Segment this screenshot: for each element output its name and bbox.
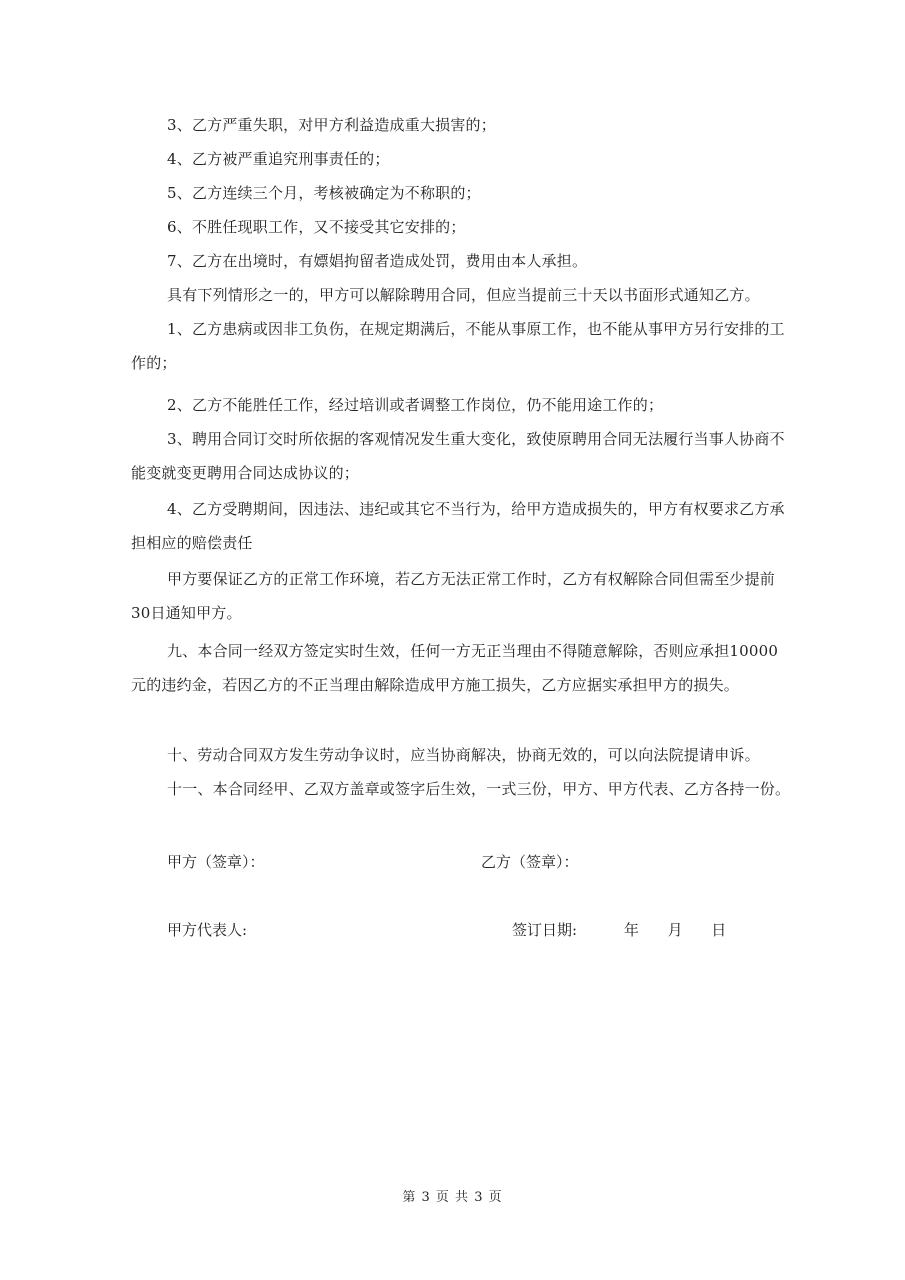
party-b-signature-label: 乙方（签章）： (481, 853, 579, 871)
termination-notice-intro: 具有下列情形之一的，甲方可以解除聘用合同，但应当提前三十天以书面形式通知乙方。 (167, 286, 760, 304)
clause-5-incompetent-assessment: 5、乙方连续三个月，考核被确定为不称职的； (167, 184, 481, 202)
termination-clause-2-incompetent: 2、乙方不能胜任工作，经过培训或者调整工作岗位，仍不能用途工作的； (167, 396, 664, 414)
article-9-effectiveness: 九、本合同一经双方签定实时生效，任何一方无正当理由不得随意解除，否则应承担10000元的违约金，若因乙方的不正当理由解除造成甲方施工损失，乙方应据实承担甲方的损失。 (131, 642, 779, 694)
signing-date-label: 签订日期: (512, 921, 578, 939)
clause-6-not-competent: 6、不胜任现职工作，又不接受其它安排的； (167, 218, 466, 236)
article-10-dispute: 十、劳动合同双方发生劳动争议时，应当协商解决，协商无效的，可以向法院提请申诉。 (167, 746, 760, 764)
clause-3-serious-dereliction: 3、乙方严重失职，对甲方利益造成重大损害的； (167, 116, 496, 134)
work-environment-clause: 甲方要保证乙方的正常工作环境，若乙方无法正常工作时，乙方有权解除合同但需至少提前30日通知甲方。 (131, 570, 776, 622)
party-a-representative-label: 甲方代表人: (167, 921, 248, 939)
page-number-footer: 第 3 页 共 3 页 (402, 1190, 503, 1205)
termination-clause-4-compensation: 4、乙方受聘期间，因违法、违纪或其它不当行为，给甲方造成损失的，甲方有权要求乙方承担相应的赔偿责任 (131, 500, 785, 552)
signing-date-blanks: 年 月 日 (624, 921, 727, 939)
termination-clause-1-illness: 1、乙方患病或因非工负伤，在规定期满后，不能从事原工作，也不能从事甲方另行安排的工作的； (131, 320, 785, 372)
termination-clause-3-circumstance-change: 3、聘用合同订交时所依据的客观情况发生重大变化，致使原聘用合同无法履行当事人协商不能变就变更聘用合同达成协议的； (131, 430, 785, 482)
clause-7-detention-penalty: 7、乙方在出境时，有嫖娼拘留者造成处罚，费用由本人承担。 (167, 252, 588, 270)
article-11-copies: 十一、本合同经甲、乙双方盖章或签字后生效，一式三份，甲方、甲方代表、乙方各持一份。 (167, 780, 791, 798)
party-a-signature-label: 甲方（签章）： (167, 853, 265, 871)
clause-4-criminal-liability: 4、乙方被严重追究刑事责任的； (167, 150, 390, 168)
